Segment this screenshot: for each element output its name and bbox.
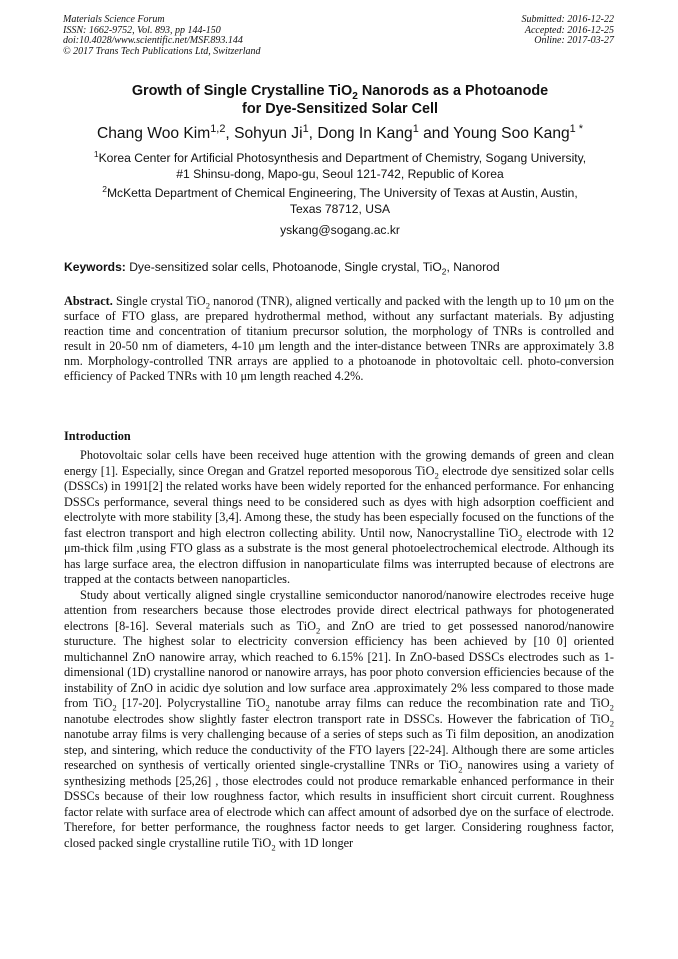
section-heading-introduction: Introduction bbox=[64, 429, 131, 443]
journal-name: Materials Science Forum bbox=[63, 14, 165, 25]
copyright-line: © 2017 Trans Tech Publications Ltd, Switzerland bbox=[63, 45, 261, 57]
affiliation-mark: 2 bbox=[102, 183, 107, 194]
abstract-label: Abstract. bbox=[64, 294, 113, 308]
accepted-date: Accepted: 2016-12-25 bbox=[524, 24, 614, 36]
affiliation-2: $^2$McKetta Department of Chemical Engineering, The University of Texas at Austin, Austin, Texas 78712, USA bbox=[102, 183, 578, 217]
keywords-label: Keywords: bbox=[64, 260, 126, 274]
abstract: Abstract. Single crystal TiO$_2$ nanorod (TNR), aligned vertically and packed with the length up to 10 μm on the surface of FTO glass, are prepared hydrothermal method, without any surfactant materials. By adjusting reaction time and concentration of titanium precursor solution, the morphology of TNRs is controlled and result in 20-50 nm of diameters, 4-10 μm length and the inter-distance between TNRs are approximately 3.8 nm. Morphology-controlled TNR arrays are applied to a photoanode in photovoltaic cell. photo-conversion efficiency of Packed TNRs with 10 μm length reached 4.2%. bbox=[64, 294, 614, 384]
journal-info bbox=[63, 15, 261, 57]
author-name: Sohyun Ji bbox=[234, 125, 303, 142]
submitted-date: Submitted: 2016-12-22 bbox=[521, 14, 614, 25]
paper-title bbox=[60, 82, 620, 118]
title-line-2: for Dye-Sensitized Solar Cell bbox=[242, 101, 438, 117]
author-affiliation-mark: 1 bbox=[302, 122, 309, 135]
introduction-body bbox=[64, 448, 614, 851]
author-name: Young Soo Kang bbox=[453, 125, 570, 142]
author-affiliation-mark: 1 * bbox=[569, 122, 584, 135]
doi-line[interactable]: doi:10.4028/www.scientific.net/MSF.893.144 bbox=[63, 35, 243, 46]
affiliation-1: $^1$Korea Center for Artificial Photosynthesis and Department of Chemistry, Sogang University, #1 Shinsu-dong, Mapo-gu, Seoul 121-742, Republic of Korea bbox=[93, 148, 587, 182]
keywords: Keywords: Dye-sensitized solar cells, Photoanode, Single crystal, TiO$_2$, Nanorod bbox=[64, 260, 500, 277]
paragraph: Study about vertically aligned single crystalline semiconductor nanorod/nanowire electrodes receive huge attention from researchers because those electrodes provide direct electrical pathways for photogenerated electrons [8-16]. Several materials such as TiO$_2$ and ZnO are tried to get possessed nanorod/nanowire sturucture. The highest solar to electricity conversion efficiency has been achieved by [10 0] oriented multichannel ZnO nanowire array, which reached to 6.15% [21]. In ZnO-based DSSCs electrodes such as 1-dimensional (1D) crystalline nanorod or nanowire arrays, has poor photo conversion efficiencies because of the instability of ZnO in acidic dye solution and low surface area .approximately 2% less compared to those made from TiO$_2$ [17-20]. Polycrystalline TiO$_2$ nanotube array films can reduce the recombination rate and TiO$_2$ nanotube electrodes show slightly faster electron transport rate in DSSCs. However the fabrication of TiO$_2$ nanotube array films is very challenging because of a series of steps such as Ti film deposition, an anodization step, and sintering, which reduce the conductivity of the FTO layers [22-24]. Although there are some articles researched on synthesis of vertically oriented single-crystalline TNRs or TiO$_2$ nanowires using a variety of synthesizing methods [25,26] , those electrodes could not produce remarkable enhanced performance in their DSSCs because of their low roughness factor, which results in insufficient short circuit current. Roughness factor relate with surface area of electrode which can affect amount of adsorbed dye on the surface of electrode. Therefore, for better performance, the roughness factor needs to get larger. Considering roughness factor, closed packed single crystalline rutile TiO$_2$ with 1D longer bbox=[64, 587, 614, 852]
author-affiliation-mark: 1 bbox=[412, 122, 419, 135]
issn-line: ISSN: 1662-9752, Vol. 893, pp 144-150 bbox=[63, 24, 221, 36]
author-name: Dong In Kang bbox=[317, 125, 413, 142]
corresponding-email[interactable]: yskang@sogang.ac.kr bbox=[280, 223, 400, 237]
publication-dates bbox=[522, 15, 615, 47]
affiliation-mark: 1 bbox=[93, 148, 99, 159]
author-list: Chang Woo Kim$^{1,2}$, Sohyun Ji$^1$, Dong In Kang$^1$ and Young Soo Kang$^{1 *}$ bbox=[96, 122, 584, 142]
title-line-1: Growth of Single Crystalline TiO$_2$ Nanorods as a Photoanode bbox=[131, 83, 549, 102]
paragraph: Photovoltaic solar cells have been received huge attention with the growing demands of green and clean energy [1]. Especially, since Oregan and Gratzel reported mesoporous TiO$_2$ electrode dye sensitized solar cells (DSSCs) in 1991[2] the related works have been widely reported for the enhanced performance. For enhancing DSSCs performance, several things need to be considered such as dyes with high adsorption coefficient and electrolyte with more stability [3,4]. Among these, the study has been especially focused on the functions of the fast electron transport and high electron collecting ability. Until now, Nanocrystalline TiO$_2$ electrode with 12 μm-thick film ,using FTO glass as a substrate is the most general photoelectrochemical electrode. Although its has large surface area, the electron diffusion in nanoparticulate films was interrupted because of electrons are trapped at the contacts between nanoparticles. bbox=[64, 448, 614, 586]
author-affiliation-mark: 1,2 bbox=[210, 122, 226, 135]
online-date: Online: 2017-03-27 bbox=[534, 35, 614, 46]
author-name: Chang Woo Kim bbox=[96, 125, 211, 142]
